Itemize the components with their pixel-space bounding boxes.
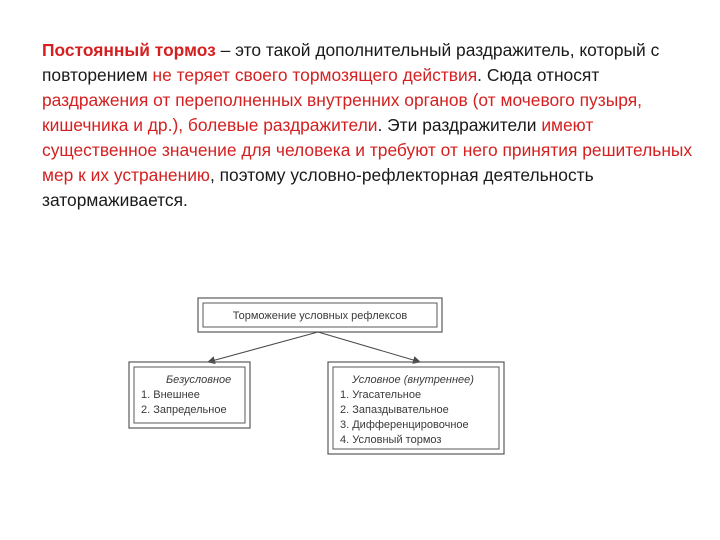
left-box-item: 1. Внешнее [141,389,200,401]
right-box-item: 4. Условный тормоз [340,434,442,446]
left-box-item: 2. Запредельное [141,404,227,416]
left-box-title: Безусловное [166,374,232,386]
right-box-item: 1. Угасательное [340,389,422,401]
arrow-left [208,332,318,362]
top-box-title: Торможение условных рефлексов [232,310,408,322]
arrow-right [318,332,420,362]
left-box [129,362,250,428]
term-permanent-inhibition: Постоянный тормоз [42,40,216,60]
paragraph-text-3: . Эти раздражители [377,115,542,135]
highlight-irritations: раздражения от переполненных внутренних органов (от мочевого пузыря, кишечника и др.), болевые раздражители [42,90,642,135]
right-box-title: Условное (внутреннее) [352,374,474,386]
paragraph-text-1: – это такой дополнительный раздражитель, который с повторением [42,40,660,85]
right-box [328,362,504,454]
highlight-significance: имеют существенное значение для человека и требуют от него принятия решительных мер к их устранению [42,115,693,185]
paragraph-text-4: , поэтому условно-рефлекторная деятельность затормаживается. [42,165,594,210]
right-box-item: 3. Дифференцировочное [340,419,469,431]
top-box [198,298,442,332]
paragraph-text-2: . Сюда относят [477,65,600,85]
highlight-not-lose-effect: не теряет своего тормозящего действия [152,65,478,85]
right-box-item: 2. Запаздывательное [340,404,449,416]
